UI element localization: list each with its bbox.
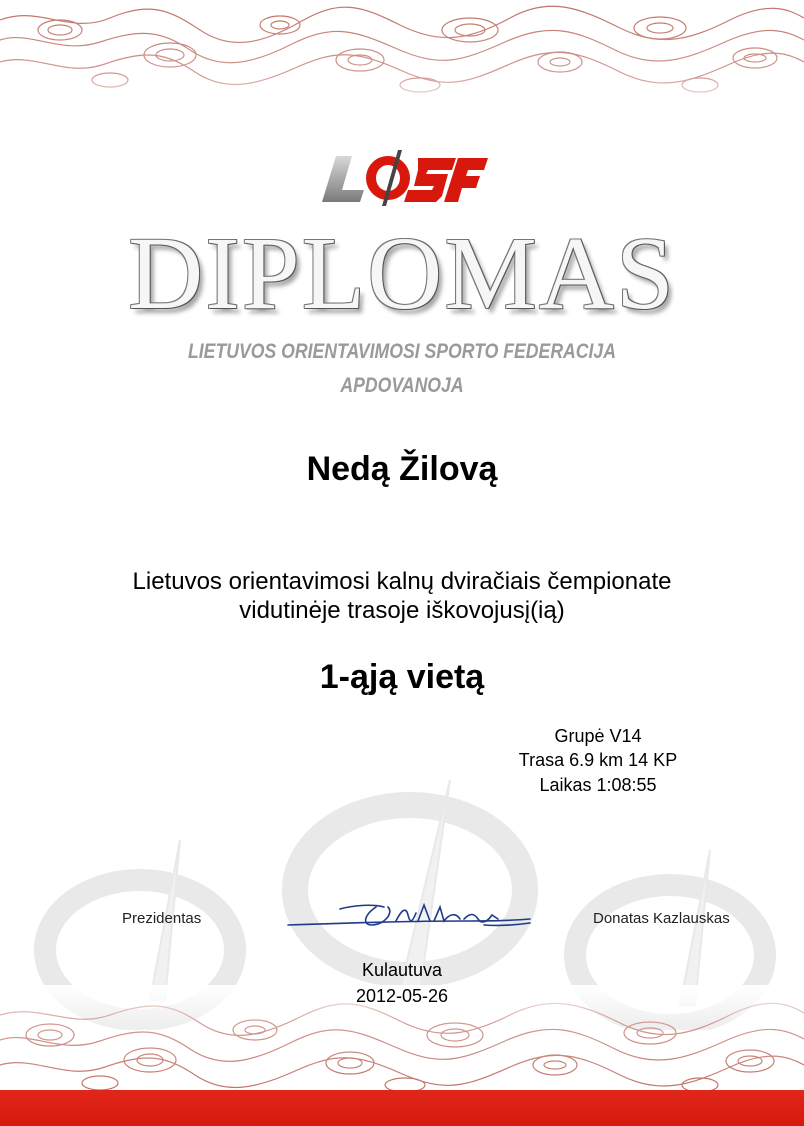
place-result: 1-ąją vietą	[319, 658, 485, 696]
description-line-1: Lietuvos orientavimosi kalnų dviračiais čempionate	[132, 568, 672, 595]
time-info: Laikas 1:08:55	[539, 775, 657, 795]
president-label: Prezidentas	[122, 910, 202, 927]
president-name: Donatas Kazlauskas	[593, 910, 730, 927]
bottom-red-band	[0, 1090, 804, 1126]
losf-logo	[318, 150, 490, 206]
organization-name: LIETUVOS ORIENTAVIMOSI SPORTO FEDERACIJA	[187, 340, 616, 363]
event-location: Kulautuva	[361, 960, 443, 980]
group-info: Grupė V14	[554, 726, 642, 746]
recipient-name: Nedą Žilovą	[306, 450, 498, 488]
handwritten-signature	[284, 895, 534, 935]
diploma-title: DIPLOMAS	[128, 216, 676, 331]
description-line-2: vidutinėje trasoje iškovojusį(ią)	[239, 597, 565, 624]
organization-awards: APDOVANOJA	[340, 374, 464, 397]
topographic-pattern-top	[0, 0, 804, 110]
course-info: Trasa 6.9 km 14 KP	[518, 750, 678, 770]
losf-logo-mark	[318, 150, 490, 206]
event-date: 2012-05-26	[355, 986, 449, 1006]
